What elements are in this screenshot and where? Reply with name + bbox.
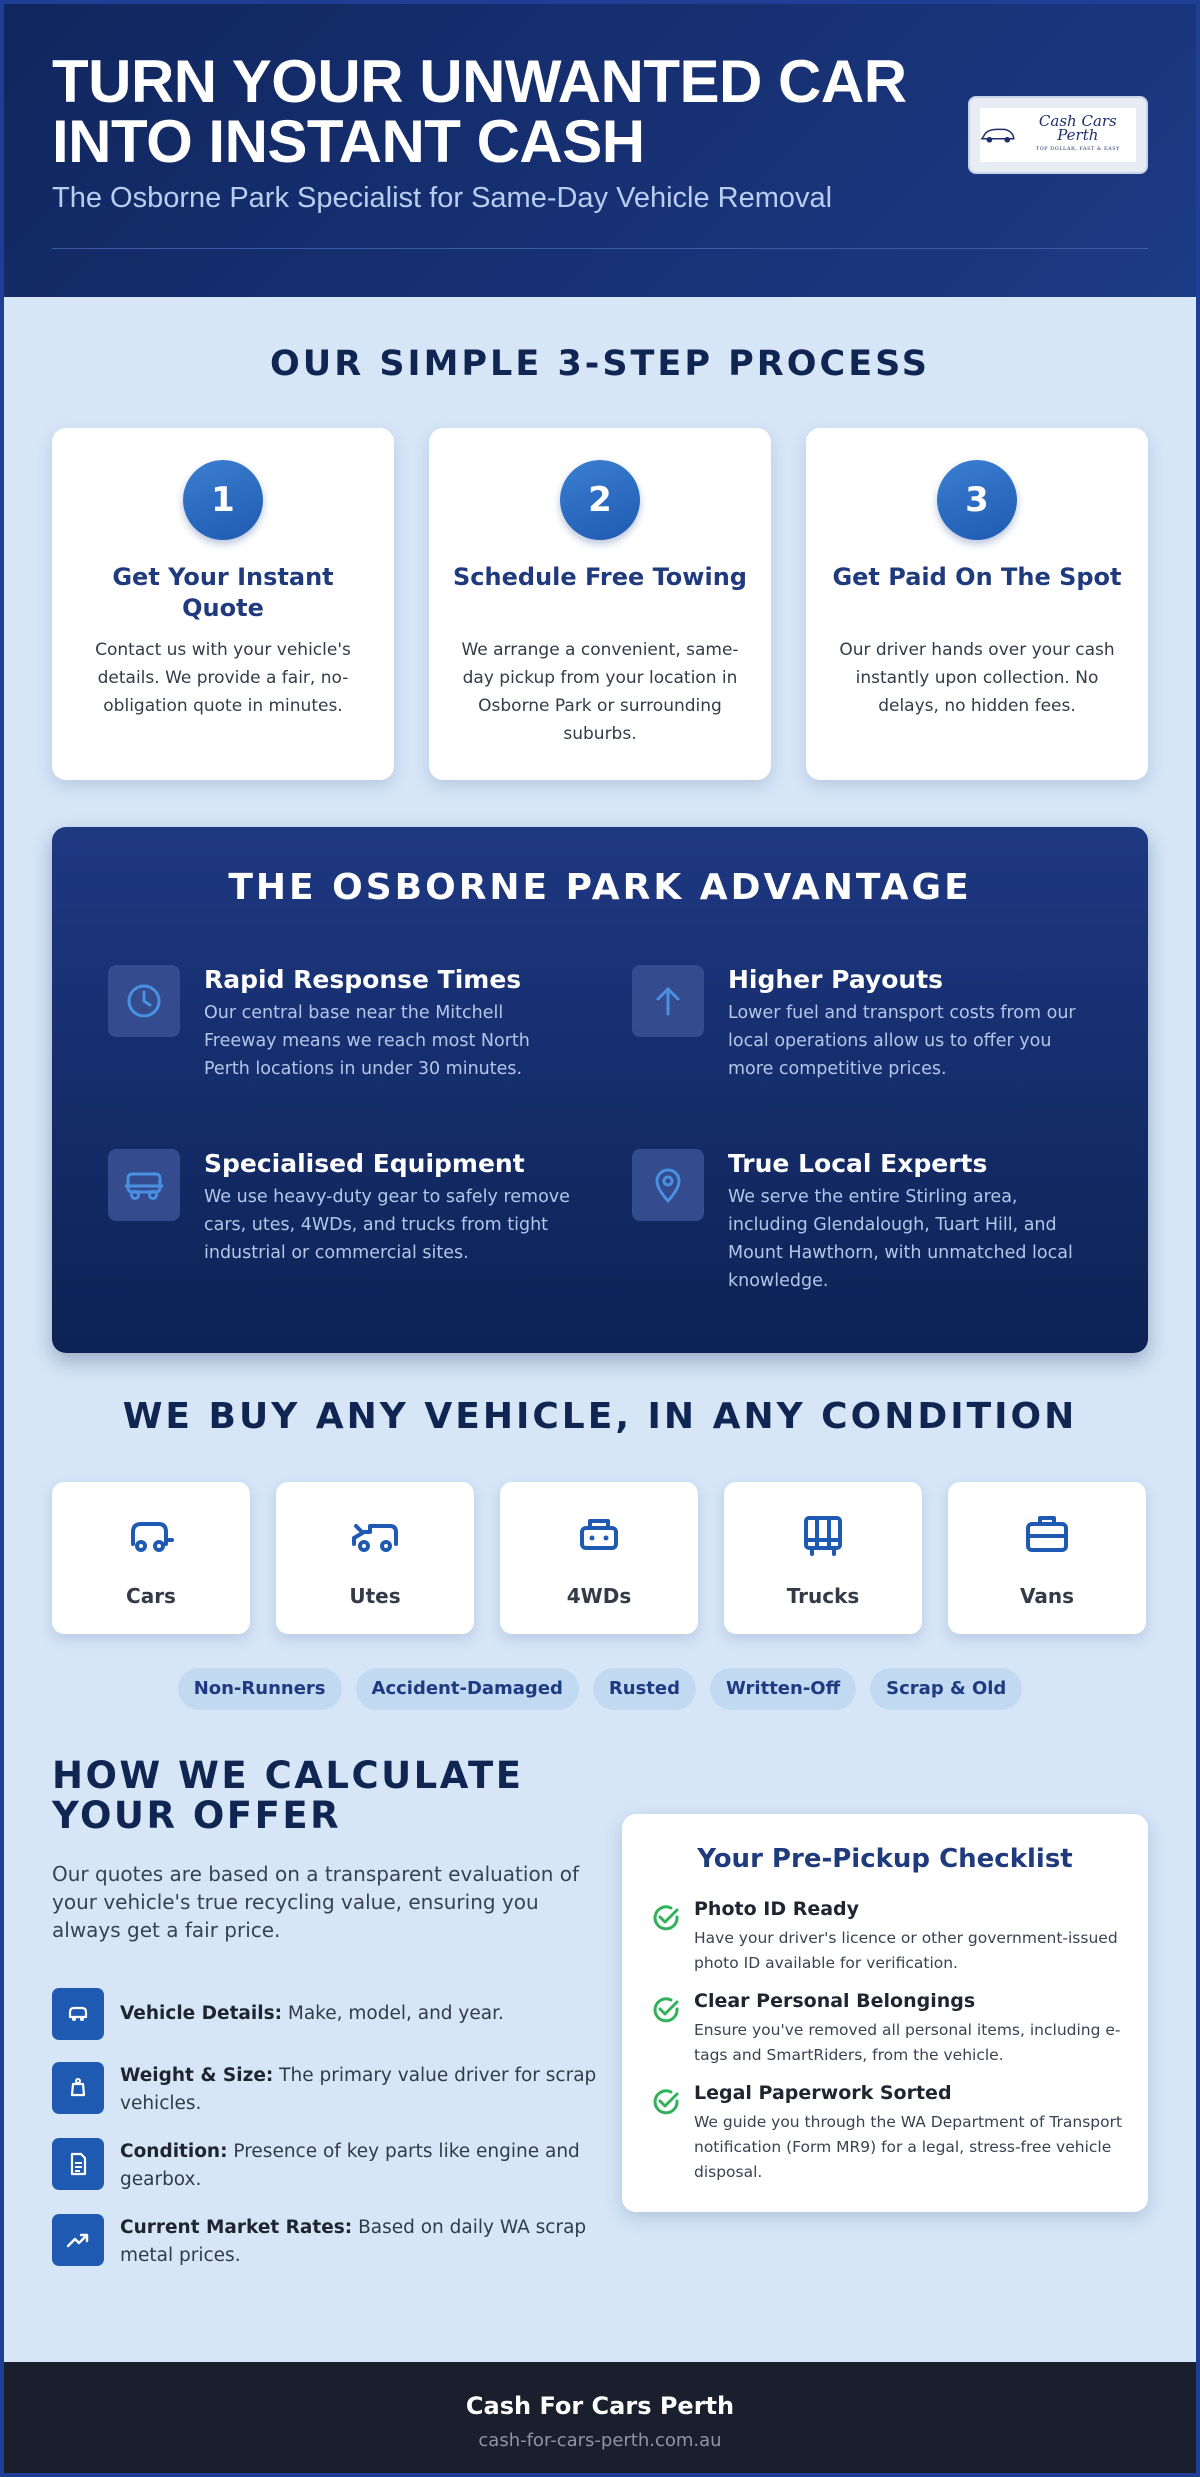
checklist-text: Have your driver's licence or other government-issued photo ID available for verification.	[694, 1929, 1118, 1972]
step-number: 1	[183, 460, 263, 540]
step-number: 2	[560, 460, 640, 540]
trend-up-icon	[52, 2214, 104, 2266]
checklist-text: Ensure you've removed all personal items, including e-tags and SmartRiders, from the vehicle.	[694, 2021, 1121, 2064]
step-card-3	[806, 428, 1148, 780]
vehicle-label: Vans	[1019, 1584, 1075, 1608]
factor-label: Weight & Size:	[120, 2065, 274, 2086]
truck-icon	[108, 1149, 180, 1221]
footer	[4, 2362, 1196, 2477]
step-title: Get Your Instant Quote	[112, 563, 334, 622]
car-logo-icon	[980, 125, 1016, 145]
process-title: OUR SIMPLE 3-STEP PROCESS	[270, 344, 930, 384]
advantage-title: THE OSBORNE PARK ADVANTAGE	[228, 867, 972, 908]
vehicle-card-4wds	[500, 1482, 698, 1634]
factor-text	[120, 2214, 600, 2270]
factor-label: Current Market Rates:	[120, 2217, 353, 2238]
logo-name: Cash Cars Perth	[1038, 112, 1117, 144]
advantage-text: Lower fuel and transport costs from our local operations allow us to offer you more competitive prices.	[728, 1003, 1076, 1079]
header-divider	[52, 248, 1148, 249]
factor-label: Vehicle Details:	[120, 2003, 282, 2024]
condition-tag: Non-Runners	[178, 1668, 342, 1710]
calculation-intro: Our quotes are based on a transparent evaluation of your vehicle's true recycling value, ensuring you always get a fair price.	[52, 1862, 580, 1942]
car-icon	[126, 1510, 176, 1560]
weight-icon	[52, 2062, 104, 2114]
factor-text	[120, 2062, 600, 2118]
logo-tagline: TOP DOLLAR, FAST & EASY	[1035, 146, 1120, 152]
step-title: Schedule Free Towing	[453, 563, 747, 591]
vehicle-label: Cars	[126, 1584, 176, 1608]
vehicle-card-trucks	[724, 1482, 922, 1634]
advantage-text: We serve the entire Stirling area, including Glendalough, Tuart Hill, and Mount Hawthorn, with unmatched local knowledge.	[728, 1187, 1073, 1291]
step-description: Contact us with your vehicle's details. We provide a fair, no-obligation quote in minutes.	[95, 640, 351, 716]
advantage-text: We use heavy-duty gear to safely remove cars, utes, 4WDs, and trucks from tight industrial or commercial sites.	[204, 1187, 570, 1263]
vehicles-title: WE BUY ANY VEHICLE, IN ANY CONDITION	[122, 1396, 1078, 1437]
factor-label: Condition:	[120, 2141, 228, 2162]
header	[4, 4, 1196, 297]
logo	[968, 96, 1148, 174]
calculation-title: HOW WE CALCULATE YOUR OFFER	[52, 1754, 524, 1837]
checklist-heading: Photo ID Ready	[694, 1898, 860, 1920]
advantage-heading: True Local Experts	[728, 1149, 988, 1178]
condition-tags	[4, 1668, 1196, 1710]
factor-description: Based on daily WA scrap metal prices.	[120, 2217, 587, 2266]
checklist-title: Your Pre-Pickup Checklist	[697, 1844, 1073, 1874]
map-pin-icon	[632, 1149, 704, 1221]
page-title: TURN YOUR UNWANTED CAR INTO INSTANT CASH	[52, 48, 907, 175]
footer-brand: Cash For Cars Perth	[465, 2392, 735, 2420]
ute-icon	[350, 1510, 400, 1560]
step-description: We arrange a convenient, same-day pickup from your location in Osborne Park or surrounding suburbs.	[461, 640, 739, 744]
4wd-icon	[574, 1510, 624, 1560]
condition-tag: Accident-Damaged	[356, 1668, 579, 1710]
clock-icon	[108, 965, 180, 1037]
factor-description: Make, model, and year.	[281, 2003, 504, 2024]
checklist-heading: Legal Paperwork Sorted	[694, 2082, 952, 2104]
logo-inner	[980, 108, 1136, 162]
document-icon	[52, 2138, 104, 2190]
advantage-panel	[52, 827, 1148, 1353]
step-description: Our driver hands over your cash instantly upon collection. No delays, no hidden fees.	[839, 640, 1115, 716]
advantage-heading: Higher Payouts	[728, 965, 944, 994]
vehicle-label: 4WDs	[566, 1584, 632, 1608]
check-circle-icon	[652, 1996, 680, 2024]
condition-tag: Written-Off	[710, 1668, 856, 1710]
checklist-heading: Clear Personal Belongings	[694, 1990, 976, 2012]
advantage-heading: Specialised Equipment	[204, 1149, 525, 1178]
vehicle-card-cars	[52, 1482, 250, 1634]
arrow-up-icon	[632, 965, 704, 1037]
advantage-heading: Rapid Response Times	[204, 965, 522, 994]
condition-tag: Scrap & Old	[870, 1668, 1022, 1710]
vehicle-card-utes	[276, 1482, 474, 1634]
vehicle-label: Trucks	[786, 1584, 860, 1608]
truck-icon	[798, 1510, 848, 1560]
condition-tag: Rusted	[593, 1668, 696, 1710]
logo-text	[1020, 114, 1136, 156]
check-circle-icon	[652, 1904, 680, 1932]
step-number: 3	[937, 460, 1017, 540]
footer-url[interactable]: cash-for-cars-perth.com.au	[478, 2430, 722, 2451]
step-title: Get Paid On The Spot	[832, 563, 1122, 591]
factor-description: Presence of key parts like engine and gearbox.	[120, 2141, 580, 2190]
vehicle-label: Utes	[349, 1584, 401, 1608]
check-circle-icon	[652, 2088, 680, 2116]
car-front-icon	[52, 1988, 104, 2040]
factor-text	[120, 2000, 600, 2028]
van-icon	[1022, 1510, 1072, 1560]
factor-text	[120, 2138, 600, 2194]
page-subtitle: The Osborne Park Specialist for Same-Day Vehicle Removal	[52, 182, 833, 214]
checklist-text: We guide you through the WA Department of Transport notification (Form MR9) for a legal, stress-free vehicle disposal.	[694, 2113, 1123, 2181]
advantage-text: Our central base near the Mitchell Freeway means we reach most North Perth locations in under 30 minutes.	[204, 1003, 530, 1079]
step-card-1	[52, 428, 394, 780]
step-card-2	[429, 428, 771, 780]
vehicle-card-vans	[948, 1482, 1146, 1634]
checklist-card	[622, 1814, 1148, 2212]
factor-description: The primary value driver for scrap vehicles.	[120, 2065, 597, 2114]
